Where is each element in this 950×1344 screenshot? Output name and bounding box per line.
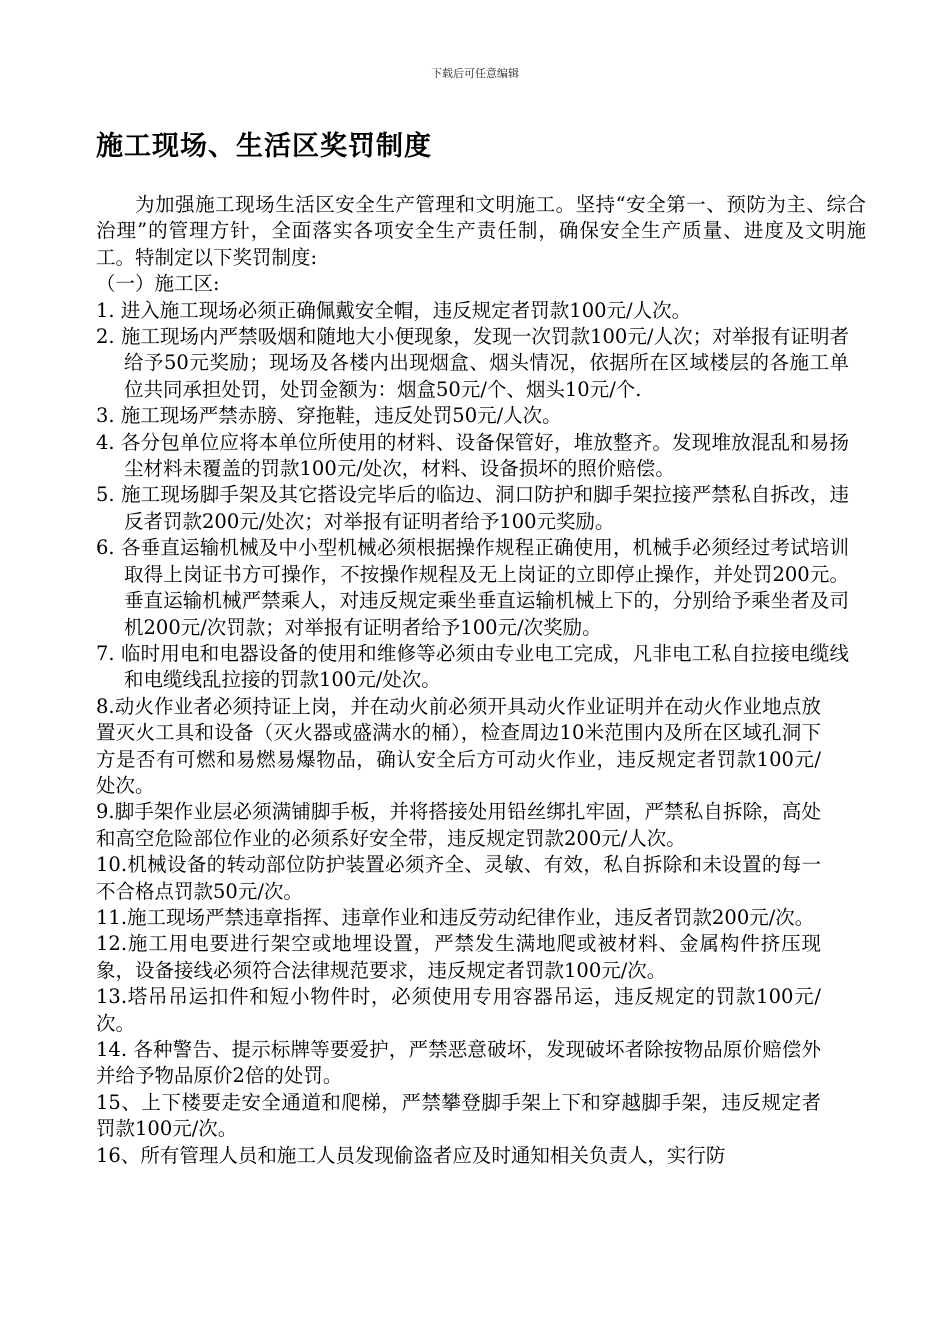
rule-item-16: 16、所有管理人员和施工人员发现偷盗者应及时通知相关负责人，实行防 (96, 1143, 726, 1167)
rule-item-10: 10.机械设备的转动部位防护装置必须齐全、灵敏、有效，私自拆除和未设置的每一不合格点罚款50元/次。 (96, 853, 821, 903)
rule-item-13: 13.塔吊吊运扣件和短小物件时，必须使用专用容器吊运，违反规定的罚款100元/次。 (96, 985, 821, 1035)
rule-item-11: 11.施工现场严禁违章指挥、违章作业和违反劳动纪律作业，违反者罚款200元/次。 (96, 905, 815, 929)
section-heading: （一）施工区: (96, 272, 220, 296)
header-note: 下载后可任意编辑 (431, 67, 519, 80)
document-body (96, 192, 866, 1169)
document-title: 施工现场、生活区奖罚制度 (96, 131, 432, 162)
rule-item-2: 2. 施工现场内严禁吸烟和随地大小便现象，发现一次罚款100元/人次；对举报有证明者给予50元奖励；现场及各楼内出现烟盒、烟头情况，依据所在区域楼层的各施工单位共同承担处罚，处罚金额为：烟盒50元/个、烟头10元/个. (96, 325, 849, 401)
intro-paragraph: 为加强施工现场生活区安全生产管理和文明施工。坚持“安全第一、预防为主、综合治理”的管理方针，全面落实各项安全生产责任制，确保安全生产质量、进度及文明施工。特制定以下奖罚制度: (96, 193, 866, 269)
rule-item-4: 4. 各分包单位应将本单位所使用的材料、设备保管好，堆放整齐。发现堆放混乱和易扬尘材料未覆盖的罚款100元/处次，材料、设备损坏的照价赔偿。 (96, 430, 849, 481)
rule-item-14: 14. 各种警告、提示标牌等要爱护，严禁恶意破坏，发现破坏者除按物品原价赔偿外并给予物品原价2倍的处罚。 (96, 1038, 821, 1088)
rule-item-8: 8.动火作业者必须持证上岗，并在动火前必须开具动火作业证明并在动火作业地点放置灭火工具和设备（灭火器或盛满水的桶），检查周边10米范围内及所在区域孔洞下方是否有可燃和易燃易爆物品，确认安全后方可动火作业，违反规定者罚款100元/处次。 (96, 694, 821, 797)
rule-item-15: 15、上下楼要走安全通道和爬梯，严禁攀登脚手架上下和穿越脚手架，违反规定者罚款100元/次。 (96, 1090, 821, 1141)
rule-item-1: 1. 进入施工现场必须正确佩戴安全帽，违反规定者罚款100元/人次。 (96, 298, 692, 322)
rule-item-7: 7. 临时用电和电器设备的使用和维修等必须由专业电工完成，凡非电工私自拉接电缆线和电缆线乱拉接的罚款100元/处次。 (96, 641, 849, 692)
rule-item-5: 5. 施工现场脚手架及其它搭设完毕后的临边、洞口防护和脚手架拉接严禁私自拆改，违反者罚款200元/处次；对举报有证明者给予100元奖励。 (96, 483, 849, 533)
rule-item-12: 12.施工用电要进行架空或地埋设置，严禁发生满地爬或被材料、金属构件挤压现象，设备接线必须符合法律规范要求，违反规定者罚款100元/次。 (96, 932, 821, 982)
rule-item-3: 3. 施工现场严禁赤膀、穿拖鞋，违反处罚50元/人次。 (96, 404, 562, 428)
rule-item-6: 6. 各垂直运输机械及中小型机械必须根据操作规程正确使用，机械手必须经过考试培训取得上岗证书方可操作，不按操作规程及无上岗证的立即停止操作，并处罚200元。垂直运输机械严禁乘人，对违反规定乘坐垂直运输机械上下的，分别给予乘坐者及司机200元/次罚款；对举报有证明者给予100元/次奖励。 (96, 536, 849, 639)
rule-item-9: 9.脚手架作业层必须满铺脚手板，并将搭接处用铅丝绑扎牢固，严禁私自拆除，高处和高空危险部位作业的必须系好安全带，违反规定罚款200元/人次。 (96, 800, 821, 850)
